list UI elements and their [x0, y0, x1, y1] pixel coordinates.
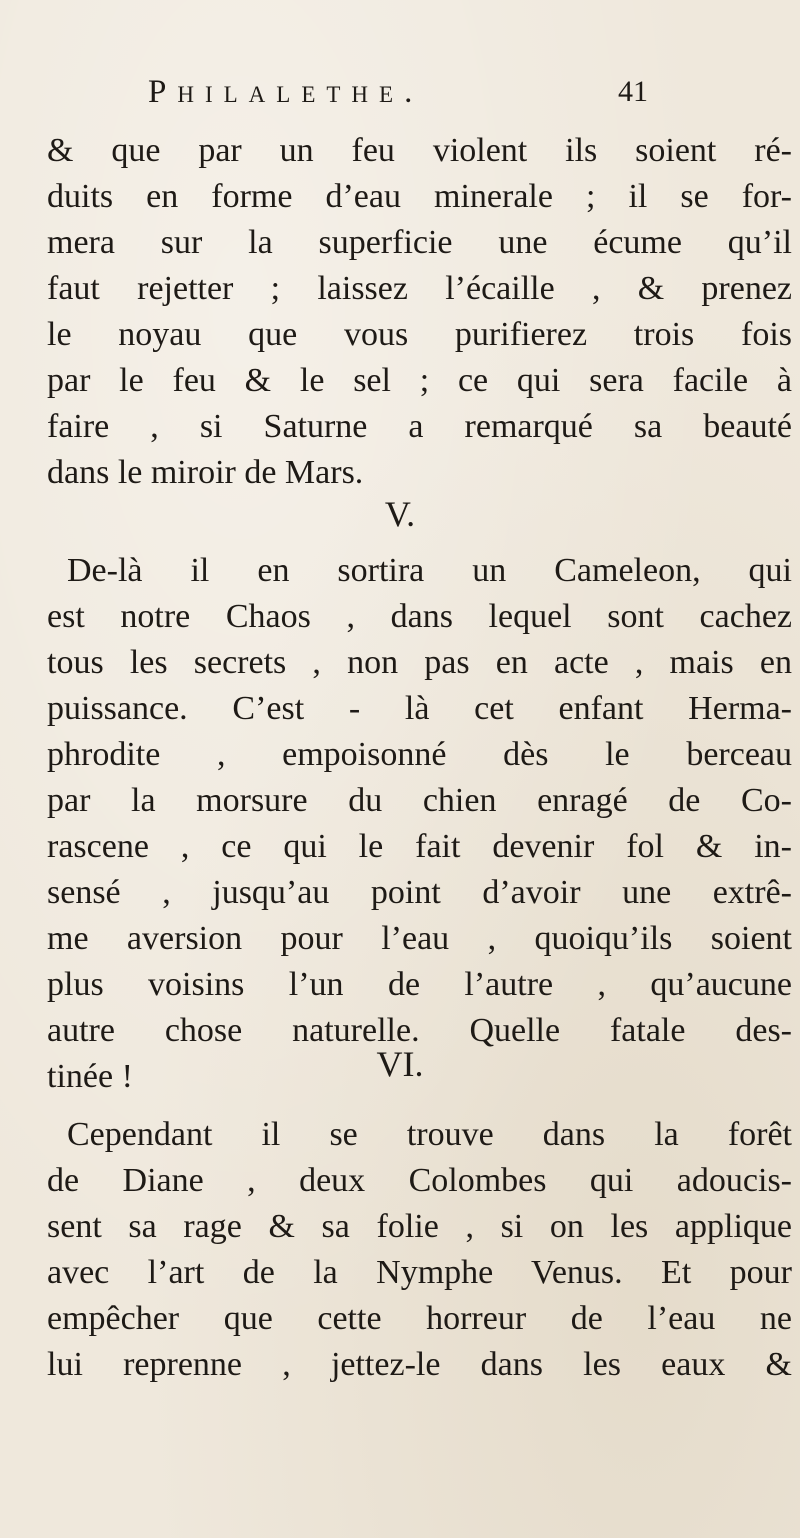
section-number-v: V. — [384, 494, 416, 534]
text-line: duits en forme d’eau minerale ; il se for- — [47, 178, 792, 215]
text-line: tous les secrets , non pas en acte , mais en — [47, 644, 792, 681]
text-line: est notre Chaos , dans lequel sont cachez — [47, 598, 792, 635]
text-line: par la morsure du chien enragé de Co- — [47, 782, 792, 819]
text-line: puissance. C’est - là cet enfant Herma- — [47, 690, 792, 727]
section-vi-paragraph — [47, 1112, 792, 1388]
text-line: & que par un feu violent ils soient ré- — [47, 132, 792, 169]
text-line: faut rejetter ; laissez l’écaille , & prenez — [47, 270, 792, 307]
running-title: Philalethe. — [148, 74, 424, 110]
text-line: Cependant il se trouve dans la forêt — [67, 1116, 792, 1153]
text-line: sent sa rage & sa folie , si on les applique — [47, 1208, 792, 1245]
text-line: tinée ! — [47, 1058, 133, 1095]
text-line: empêcher que cette horreur de l’eau ne — [47, 1300, 792, 1337]
section-number-vi: VI. — [376, 1044, 424, 1084]
text-line: sensé , jusqu’au point d’avoir une extrê- — [47, 874, 792, 911]
text-line: De-là il en sortira un Cameleon, qui — [67, 552, 792, 589]
text-line: lui reprenne , jettez-le dans les eaux & — [47, 1346, 792, 1383]
text-line: dans le miroir de Mars. — [47, 454, 364, 491]
text-line: de Diane , deux Colombes qui adoucis- — [47, 1162, 792, 1199]
text-line: le noyau que vous purifierez trois fois — [47, 316, 792, 353]
text-line: me aversion pour l’eau , quoiqu’ils soient — [47, 920, 792, 957]
text-line: autre chose naturelle. Quelle fatale des- — [47, 1012, 792, 1049]
section-v-paragraph — [47, 548, 792, 1100]
text-line: par le feu & le sel ; ce qui sera facile à — [47, 362, 792, 399]
text-line: avec l’art de la Nymphe Venus. Et pour — [47, 1254, 792, 1291]
page-header — [148, 72, 728, 122]
text-line: faire , si Saturne a remarqué sa beauté — [47, 408, 792, 445]
text-line: phrodite , empoisonné dès le berceau — [47, 736, 792, 773]
paragraph-continuation — [47, 128, 792, 496]
text-line: mera sur la superficie une écume qu’il — [47, 224, 792, 261]
text-line: rascene , ce qui le fait devenir fol & in- — [47, 828, 792, 865]
text-line: plus voisins l’un de l’autre , qu’aucune — [47, 966, 792, 1003]
page-number: 41 — [618, 75, 648, 108]
